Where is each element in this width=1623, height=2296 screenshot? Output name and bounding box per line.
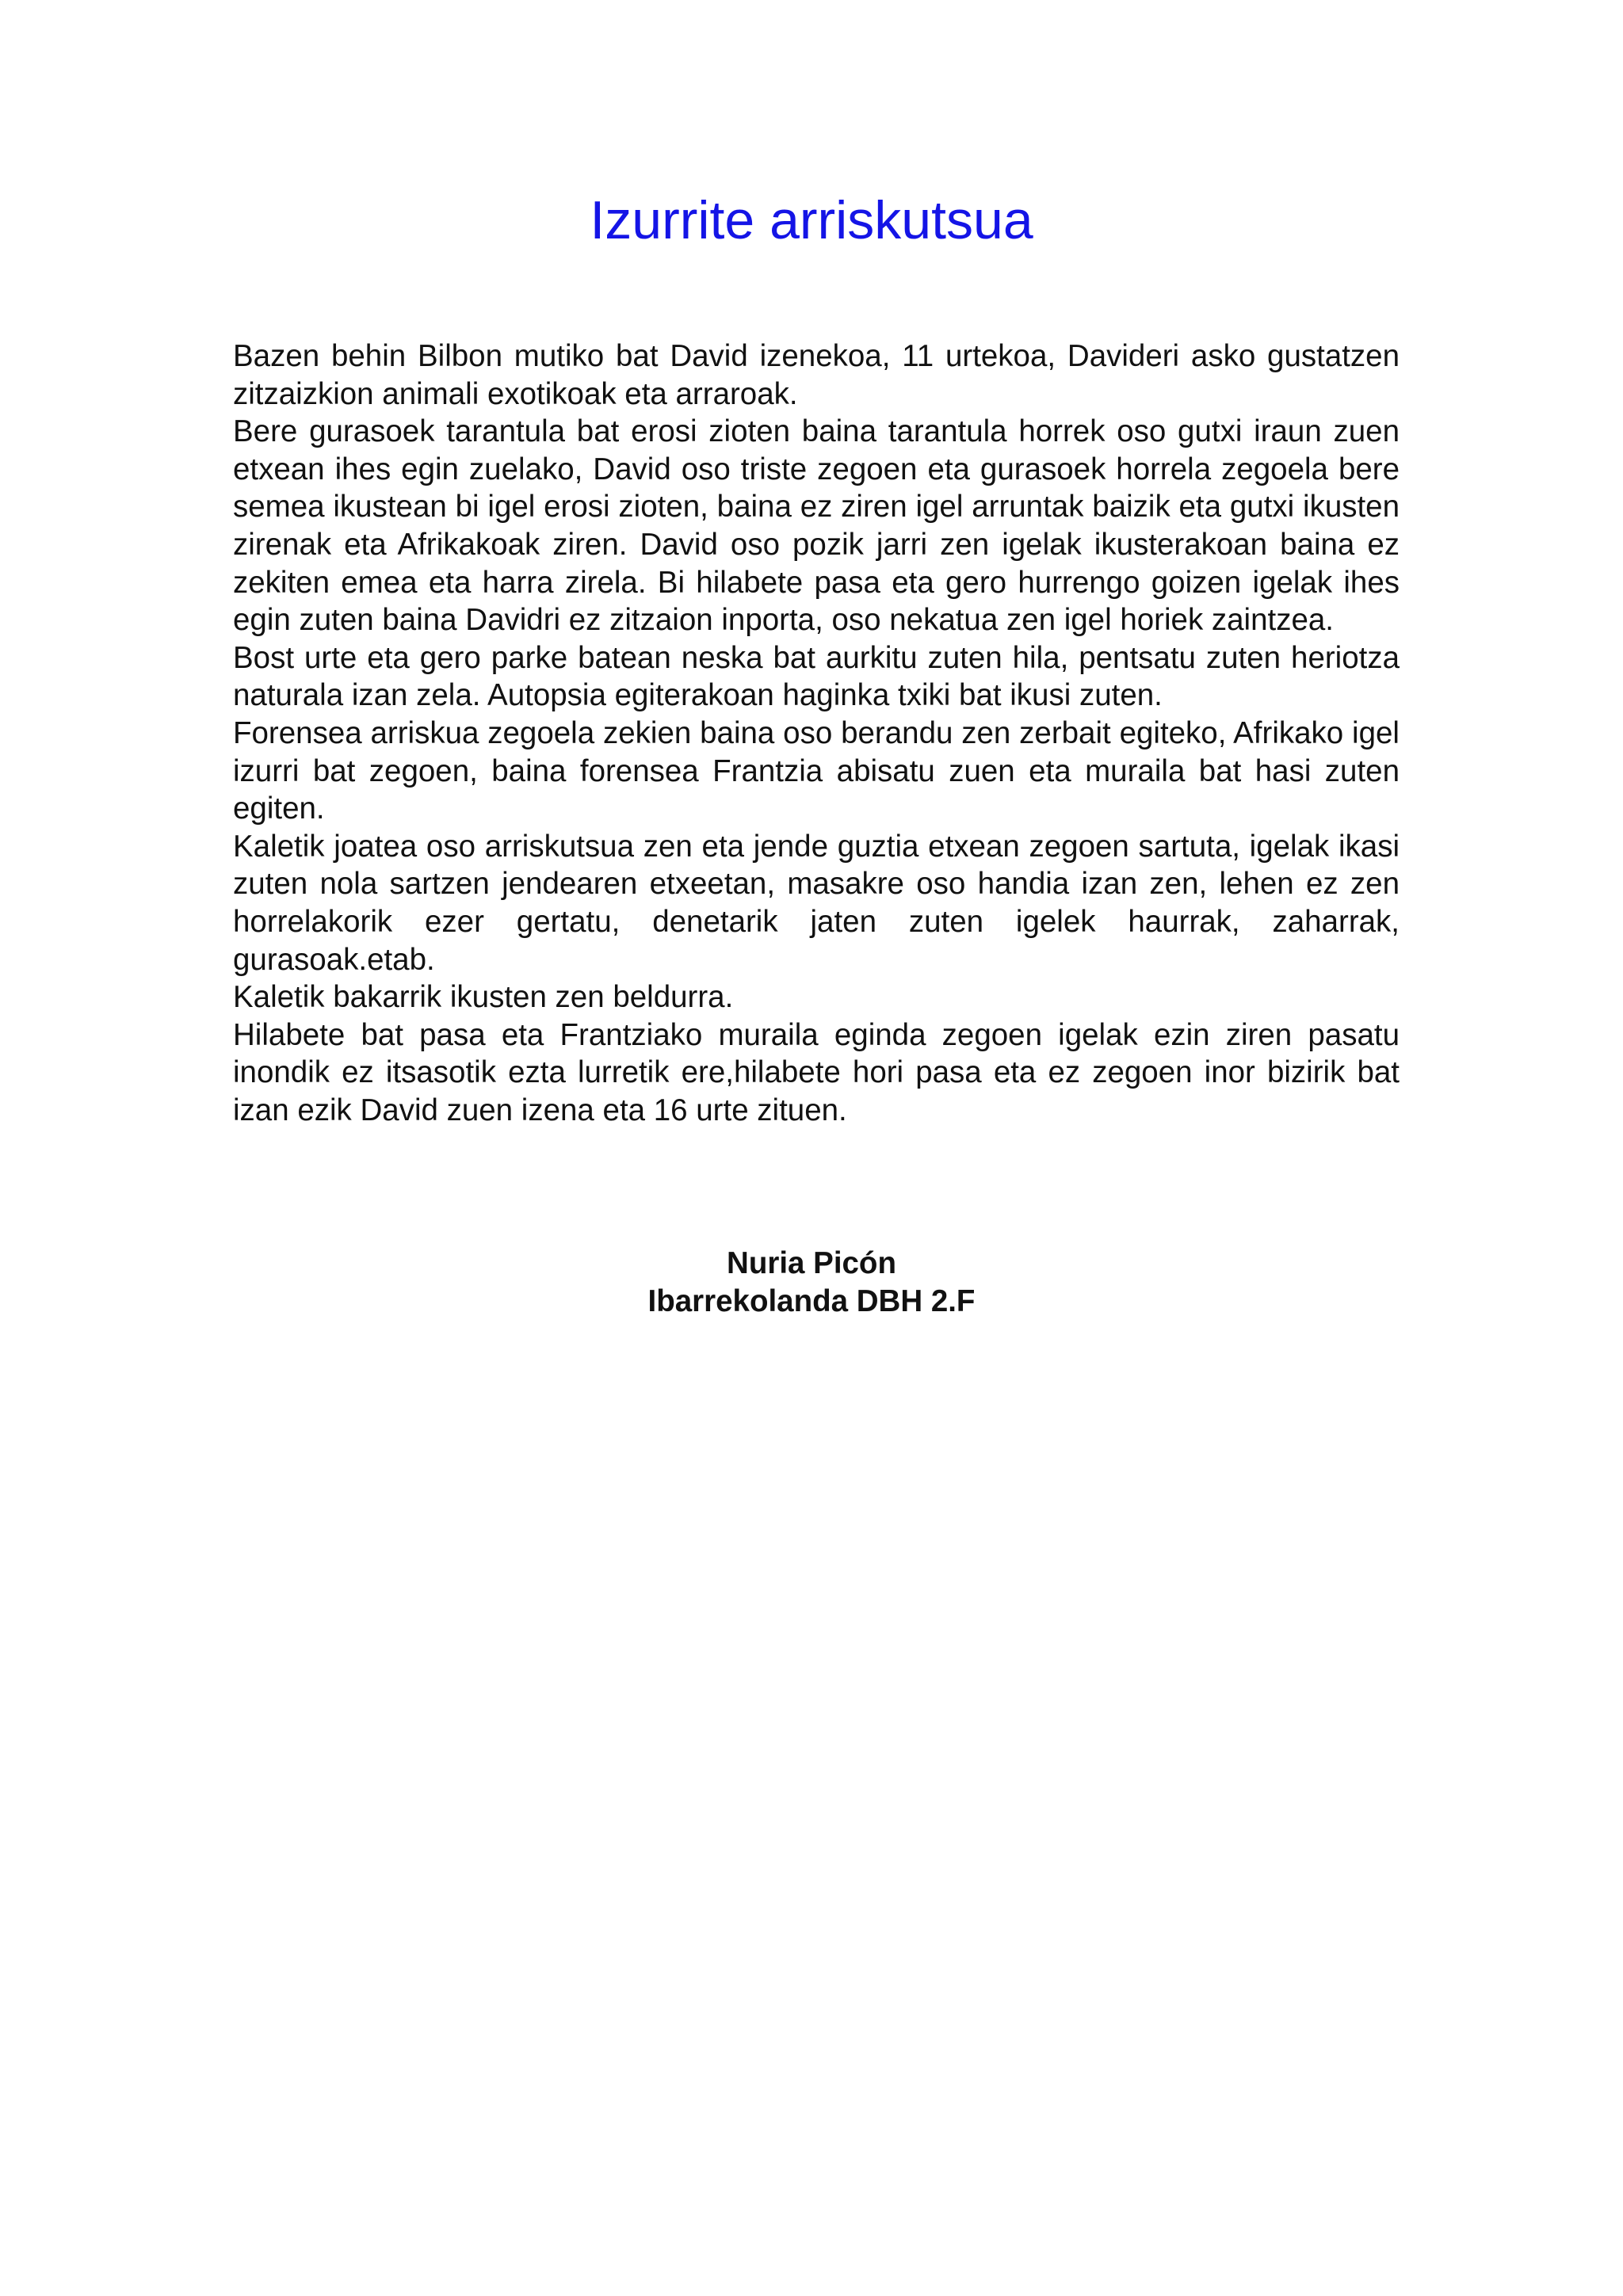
paragraph: Bazen behin Bilbon mutiko bat David izenekoa, 11 urtekoa, Davideri asko gustatzen zitzaizkion animali exotikoak eta arraroak. xyxy=(233,339,1400,411)
paragraph: Kaletik joatea oso arriskutsua zen eta jende guztia etxean zegoen sartuta, igelak ikasi zuten nola sartzen jendearen etxeetan, masakre oso handia izan zen, lehen ez zen horrelakorik ezer gertatu, denetarik jaten zuten igelek haurrak, zaharrak, gurasoak.etab. xyxy=(233,829,1400,977)
document-title: Izurrite arriskutsua xyxy=(590,190,1033,250)
paragraph: Bost urte eta gero parke batean neska bat aurkitu zuten hila, pentsatu zuten heriotza naturala izan zela. Autopsia egiterakoan haginka txiki bat ikusi zuten. xyxy=(233,640,1400,713)
school-class: Ibarrekolanda DBH 2.F xyxy=(647,1283,976,1318)
paragraph: Bere gurasoek tarantula bat erosi zioten baina tarantula horrek oso gutxi iraun zuen etxean ihes egin zuelako, David oso triste zegoen eta gurasoek horrela zegoela bere semea ikustean bi igel erosi zioten, baina ez ziren igel arruntak baizik eta gutxi ikusten zirenak eta Afrikakoak ziren. David oso pozik jarri zen igelak ikusterakoan baina ez zekiten emea eta harra zirela. Bi hilabete pasa eta gero hurrengo goizen igelak ihes egin zuten baina Davidri ez zitzaion inporta, oso nekatua zen igel horiek zaintzea. xyxy=(233,414,1400,638)
story-body xyxy=(233,338,1400,1129)
author-name: Nuria Picón xyxy=(727,1246,896,1280)
paragraph: Forensea arriskua zegoela zekien baina oso berandu zen zerbait egiteko, Afrikako igel izurri bat zegoen, baina forensea Frantzia abisatu zuen eta muraila bat hasi zuten egiten. xyxy=(233,715,1400,826)
paragraph: Kaletik bakarrik ikusten zen beldurra. xyxy=(233,980,734,1015)
signature-block xyxy=(0,1245,1623,1320)
paragraph: Hilabete bat pasa eta Frantziako muraila eginda zegoen igelak ezin ziren pasatu inondik ez itsasotik ezta lurretik ere,hilabete hori pasa eta ez zegoen inor bizirik bat izan ezik David zuen izena eta 16 urte zituen. xyxy=(233,1017,1400,1127)
